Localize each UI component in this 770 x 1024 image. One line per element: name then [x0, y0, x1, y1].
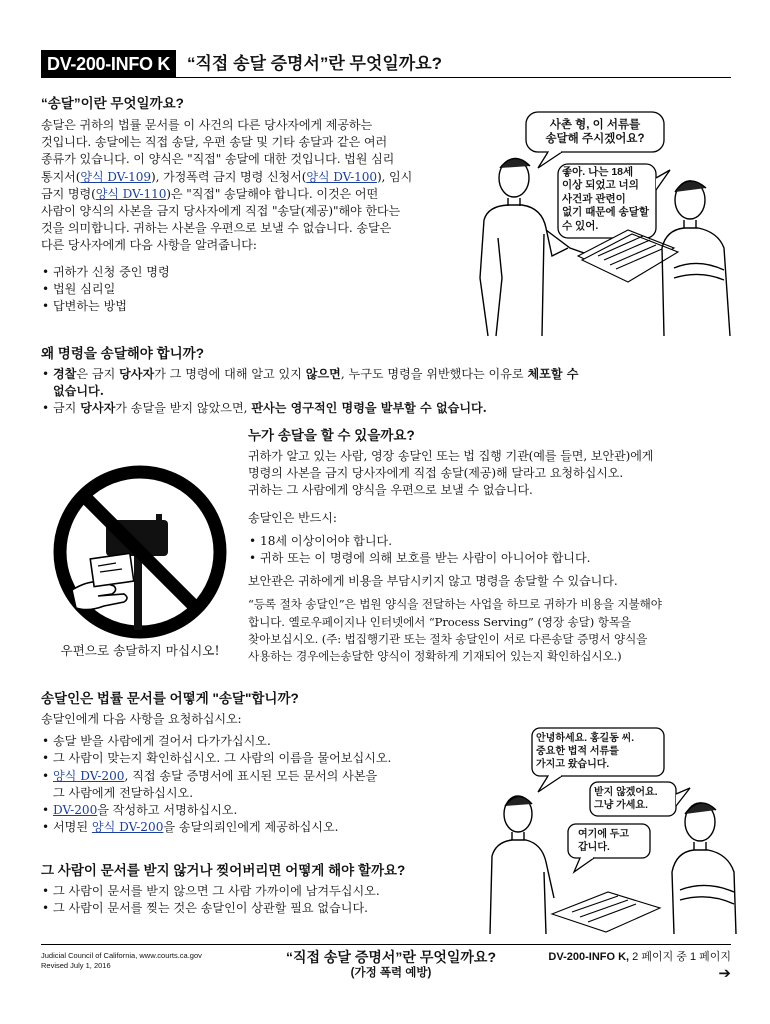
list-item: • 그 사람이 문서를 찢는 것은 송달인이 상관할 필요 없습니다.: [41, 900, 491, 917]
text-span: 을 송달의뢰인에게 제공하십시오.: [163, 820, 339, 835]
speech-line: 사촌 형, 이 서류를: [549, 119, 641, 131]
speech-line: 여기에 두고: [578, 829, 630, 840]
speech-line: 가지고 왔습니다.: [536, 759, 610, 770]
text-span: 을 작성하고 서명하십시오.: [97, 803, 238, 818]
speech-bubble-reply: [562, 166, 654, 233]
list-item: [41, 400, 731, 417]
list-item: [41, 366, 731, 400]
form-dv200-link[interactable]: DV-200: [53, 803, 98, 818]
section-what-is-service: [41, 95, 471, 315]
body-line: 명령의 사본을 금지 당사자에게 직접 송달(제공)해 달라고 요청하십시오.: [248, 466, 624, 481]
list-item: • 송달 받을 사람에게 걸어서 다가가십시오.: [41, 733, 481, 750]
text-span: )은 "직접" 송달해야 합니다. 이것은 어떤: [166, 186, 379, 201]
list-item: • 그 사람이 맞는지 확인하십시오. 그 사람의 이름을 물어보십시오.: [41, 750, 481, 767]
bold-span: 없습니다.: [53, 384, 104, 399]
body-line: 송달인에게 다음 사항을 요청하십시오:: [41, 712, 242, 726]
form-dv100-link[interactable]: 양식 DV-100: [306, 169, 377, 184]
body-line: 찾아보십시오. (주: 법집행기관 또는 절차 송달인이 서로 다른송달 증명서 양식을: [248, 631, 648, 646]
speech-line: 중요한 법적 서류를: [536, 746, 619, 757]
illustration-refusing-papers: [488, 722, 738, 934]
body-line: “등록 절차 송달인”은 법원 양식을 전달하는 사업을 하므로 귀하가 비용을 지불해야: [248, 597, 662, 612]
next-page-arrow-icon[interactable]: ➔: [718, 965, 731, 982]
text-span: 금지 명령(: [41, 186, 96, 201]
bold-span: 않으면: [305, 367, 341, 381]
speech-line: 이상 되었고 너의: [562, 179, 639, 192]
list-item: • 귀하 또는 이 명령에 의해 보호를 받는 사람이 아니어야 합니다.: [248, 550, 734, 567]
footer-revised: Revised July 1, 2016: [41, 961, 111, 970]
section-how-to-serve: [41, 690, 481, 836]
speech-line: 그냥 가세요.: [594, 800, 648, 811]
form-dv110-link[interactable]: 양식 DV-110: [95, 186, 167, 201]
text-span: 그 사람에게 전달하십시오.: [53, 785, 194, 800]
form-dv200-link[interactable]: 양식 DV-200: [91, 820, 164, 835]
page-footer: [41, 944, 731, 1004]
section-refused-papers: [41, 862, 491, 917]
service-info-list: [41, 264, 471, 316]
no-mail-illustration: [44, 462, 236, 672]
bold-span: 당사자: [80, 401, 116, 416]
list-item: [41, 802, 481, 819]
list-item: • 18세 이상이어야 합니다.: [248, 533, 734, 550]
body-line: 종류가 있습니다. 이 양식은 "직접" 송달에 대한 것입니다. 법원 심리: [41, 152, 395, 167]
process-server-note: [248, 596, 734, 665]
bold-span: 체포할 수: [527, 367, 579, 381]
form-id-badge: DV-200-INFO K: [41, 50, 176, 78]
body-line: [41, 169, 471, 186]
why-serve-list: [41, 366, 731, 418]
speech-line: 안녕하세요. 홍길동 씨.: [536, 733, 635, 744]
text-span: 가 송달을 받지 않았으면,: [115, 401, 252, 416]
refused-papers-list: [41, 883, 491, 917]
server-requirements-list: [248, 533, 734, 567]
footer-subtitle: (가정 폭력 예방): [350, 967, 432, 979]
text-span: 은 금지: [76, 367, 120, 381]
body-line: 것입니다. 송달에는 직접 송달, 우편 송달 및 기타 송달과 같은 여러: [41, 135, 388, 150]
section-heading: 왜 명령을 송달해야 합니까?: [41, 346, 204, 361]
section-who-can-serve: [248, 427, 734, 665]
footer-org-line: Judicial Council of California, www.courts.ca.gov: [41, 951, 202, 960]
body-line: 다른 당사자에게 다음 사항을 알려줍니다:: [41, 238, 257, 253]
speech-bubble-leave: [572, 828, 650, 854]
list-item: • 귀하가 신청 중인 명령: [41, 264, 471, 281]
text-span: , 직접 송달 증명서에 표시된 모든 문서의 사본을: [124, 768, 378, 783]
footer-title: “직접 송달 증명서”란 무엇일까요?: [285, 949, 497, 965]
list-item: • 답변하는 방법: [41, 298, 471, 315]
section-why-serve: [41, 345, 731, 418]
list-item: [41, 768, 481, 802]
body-line: 것을 의미합니다. 귀하는 사본을 우편으로 보낼 수 없습니다. 송달은: [41, 221, 392, 236]
speech-line: 송달해 주시겠어요?: [545, 133, 645, 145]
text-span: 가 그 명령에 대해 알고 있지: [154, 367, 306, 381]
text-span: 서명된: [53, 820, 92, 835]
section-heading: 그 사람이 문서를 받지 않거나 찢어버리면 어떻게 해야 할까요?: [41, 863, 406, 878]
footer-form-ref: DV-200-INFO K,: [548, 951, 630, 963]
list-item: • 그 사람이 문서를 받지 않으면 그 사람 가까이에 남겨두십시오.: [41, 883, 491, 900]
page-title: “직접 송달 증명서”란 무엇일까요?: [187, 54, 443, 73]
footer-page-number: 2 페이지 중 1 페이지: [629, 951, 731, 963]
section-heading: 송달인은 법률 문서를 어떻게 "송달"합니까?: [41, 691, 299, 706]
body-line: 귀하가 알고 있는 사람, 영장 송달인 또는 법 집행 기관(예를 들면, 보안관)에게: [248, 449, 654, 463]
speech-line: 없기 때문에 송달할: [562, 206, 649, 219]
text-span: , 누구도 명령을 위반했다는 이유로: [340, 367, 528, 381]
illustration-handing-papers: [478, 108, 738, 338]
form-dv109-link[interactable]: 양식 DV-109: [80, 169, 151, 184]
footer-page-info: [548, 950, 731, 984]
list-item: • 법원 심리일: [41, 281, 471, 298]
body-line: [41, 186, 471, 203]
speech-bubble-refuse: [594, 786, 676, 812]
body-line: 사람이 양식의 사본을 금지 당사자에게 직접 "송달(제공)"해야 한다는: [41, 204, 401, 219]
text-span: 금지: [53, 401, 81, 416]
text-span: ), 가정폭력 금지 명령 신청서(: [150, 169, 307, 184]
body-line: 송달은 귀하의 법률 문서를 이 사건의 다른 당사자에게 제공하는: [41, 118, 373, 132]
speech-bubble-greeting: [536, 732, 664, 771]
body-line: 합니다. 옐로우페이지나 인터넷에서 “Process Serving” (영장 송달) 항목을: [248, 614, 632, 629]
text-span: ), 임시: [376, 169, 413, 184]
page-header: [41, 50, 731, 78]
speech-line: 받지 않겠어요.: [594, 787, 658, 798]
how-to-serve-list: [41, 733, 481, 836]
section-heading: 누가 송달을 할 수 있을까요?: [248, 428, 415, 443]
bold-span: 판사는 영구적인 명령을 발부할 수 없습니다.: [251, 401, 487, 416]
sheriff-note: 보안관은 귀하에게 비용을 부담시키지 않고 명령을 송달할 수 있습니다.: [248, 574, 618, 589]
section-heading: “송달”이란 무엇일까요?: [41, 96, 184, 111]
no-mail-sign-icon: [44, 462, 236, 642]
text-span: 통지서(: [41, 169, 81, 184]
speech-line: 수 있어.: [562, 219, 599, 232]
body-line: 송달인은 반드시:: [248, 510, 337, 525]
body-line: 귀하는 그 사람에게 양식을 우편으로 보낼 수 없습니다.: [248, 483, 533, 498]
speech-line: 사건과 관련이: [562, 192, 626, 205]
footer-title-block: [241, 948, 541, 981]
footer-org: [41, 951, 202, 971]
speech-line: 갑니다.: [578, 842, 610, 853]
speech-bubble-request: [526, 118, 664, 146]
speech-line: 좋아. 나는 18세: [562, 166, 634, 178]
body-line: 사용하는 경우에는송달한 양식이 정확하게 기재되어 있는지 확인하십시오.): [248, 649, 622, 664]
bold-span: 경찰: [53, 367, 77, 381]
no-mail-caption: 우편으로 송달하지 마십시오!: [60, 643, 220, 658]
form-dv200-link[interactable]: 양식 DV-200: [53, 768, 125, 783]
bold-span: 당사자: [119, 367, 155, 381]
list-item: [41, 819, 481, 836]
